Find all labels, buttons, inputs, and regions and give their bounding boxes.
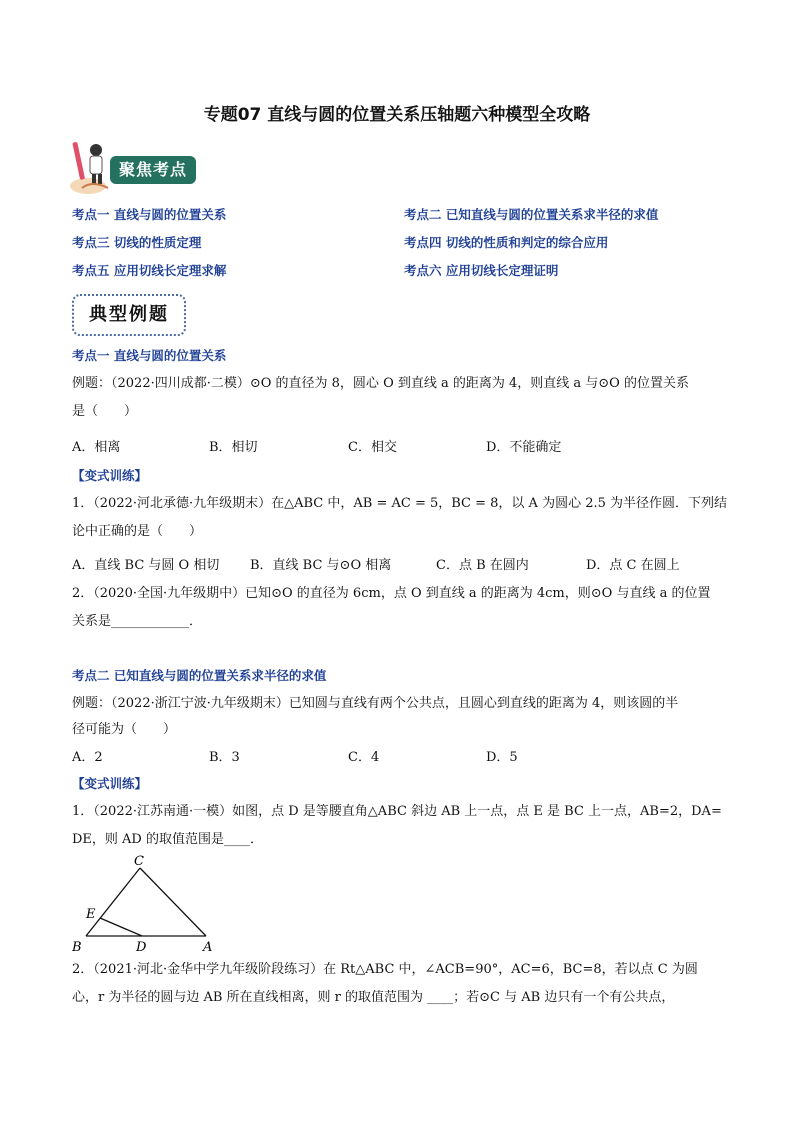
kaodian-item[interactable]: 考点五 应用切线长定理求解 xyxy=(72,263,227,278)
option-a: A．直线 BC 与圆 O 相切 xyxy=(72,558,220,573)
training-label: 【变式训练】 xyxy=(72,776,148,791)
kaodian-item[interactable]: 考点一 直线与圆的位置关系 xyxy=(72,207,227,222)
section2-q2: 2．（2021·河北·金华中学九年级阶段练习）在 Rt△ABC 中，∠ACB=90°，AC=6，BC=8，若以点 C 为圆 xyxy=(72,962,698,977)
kaodian-list xyxy=(72,206,732,280)
page-title: 专题07 直线与圆的位置关系压轴题六种模型全攻略 xyxy=(203,105,591,125)
typical-examples-label: 典型例题 xyxy=(72,294,186,336)
option-b: B．相切 xyxy=(209,440,258,455)
kaodian-item[interactable]: 考点四 切线的性质和判定的综合应用 xyxy=(404,235,609,250)
option-d: D．5 xyxy=(486,750,518,765)
section1-q1: 1．（2022·河北承德·九年级期末）在△ABC 中，AB = AC = 5，BC = 8，以 A 为圆心 2.5 为半径作圆．下列结 xyxy=(72,496,728,511)
section2-q1-cont: DE，则 AD 的取值范围是____． xyxy=(72,832,263,847)
section1-example-cont: 是（ ） xyxy=(72,404,138,419)
label-b: B xyxy=(72,940,82,954)
section1-q2: 2．（2020·全国·九年级期中）已知⊙O 的直径为 6cm，点 O 到直线 a 的距离为 4cm，则⊙O 与直线 a 的位置 xyxy=(72,586,711,601)
section2-q1: 1．（2022·江苏南通·一模）如图，点 D 是等腰直角△ABC 斜边 AB 上一点，点 E 是 BC 上一点，AB=2，DA= xyxy=(72,804,722,819)
kaodian-item[interactable]: 考点六 应用切线长定理证明 xyxy=(404,263,559,278)
banner-label: 聚焦考点 xyxy=(110,156,196,184)
section2-example-cont: 径可能为（ ） xyxy=(72,722,177,737)
kaodian-item[interactable]: 考点二 已知直线与圆的位置关系求半径的求值 xyxy=(404,207,659,222)
section1-heading: 考点一 直线与圆的位置关系 xyxy=(72,348,227,363)
kaodian-item[interactable]: 考点三 切线的性质定理 xyxy=(72,235,202,250)
section1-example: 例题：（2022·四川成都·二模）⊙O 的直径为 8，圆心 O 到直线 a 的距离为 4，则直线 a 与⊙O 的位置关系 xyxy=(72,376,689,391)
label-d: D xyxy=(136,940,147,954)
label-c: C xyxy=(134,854,144,869)
training-label: 【变式训练】 xyxy=(72,468,148,483)
label-e: E xyxy=(86,907,96,922)
option-b: B．直线 BC 与⊙O 相离 xyxy=(250,558,392,573)
option-c: C．相交 xyxy=(348,440,397,455)
option-b: B．3 xyxy=(209,750,240,765)
focus-banner xyxy=(68,140,200,198)
option-c: C．点 B 在圆内 xyxy=(436,558,529,573)
option-c: C．4 xyxy=(348,750,380,765)
triangle-figure xyxy=(72,854,232,954)
section2-example: 例题：（2022·浙江宁波·九年级期末）已知圆与直线有两个公共点，且圆心到直线的距离为 4，则该圆的半 xyxy=(72,696,679,711)
option-a: A．2 xyxy=(72,750,103,765)
section1-q2-cont: 关系是____________． xyxy=(72,614,203,629)
section2-heading: 考点二 已知直线与圆的位置关系求半径的求值 xyxy=(72,668,327,683)
label-a: A xyxy=(203,940,213,954)
option-a: A．相离 xyxy=(72,440,121,455)
option-d: D．点 C 在圆上 xyxy=(586,558,680,573)
option-d: D．不能确定 xyxy=(486,440,562,455)
section2-q2-cont: 心，r 为半径的圆与边 AB 所在直线相离，则 r 的取值范围为 ____；若⊙C 与 AB 边只有一个有公共点， xyxy=(72,990,675,1005)
section1-q1-cont: 论中正确的是（ ） xyxy=(72,524,203,539)
